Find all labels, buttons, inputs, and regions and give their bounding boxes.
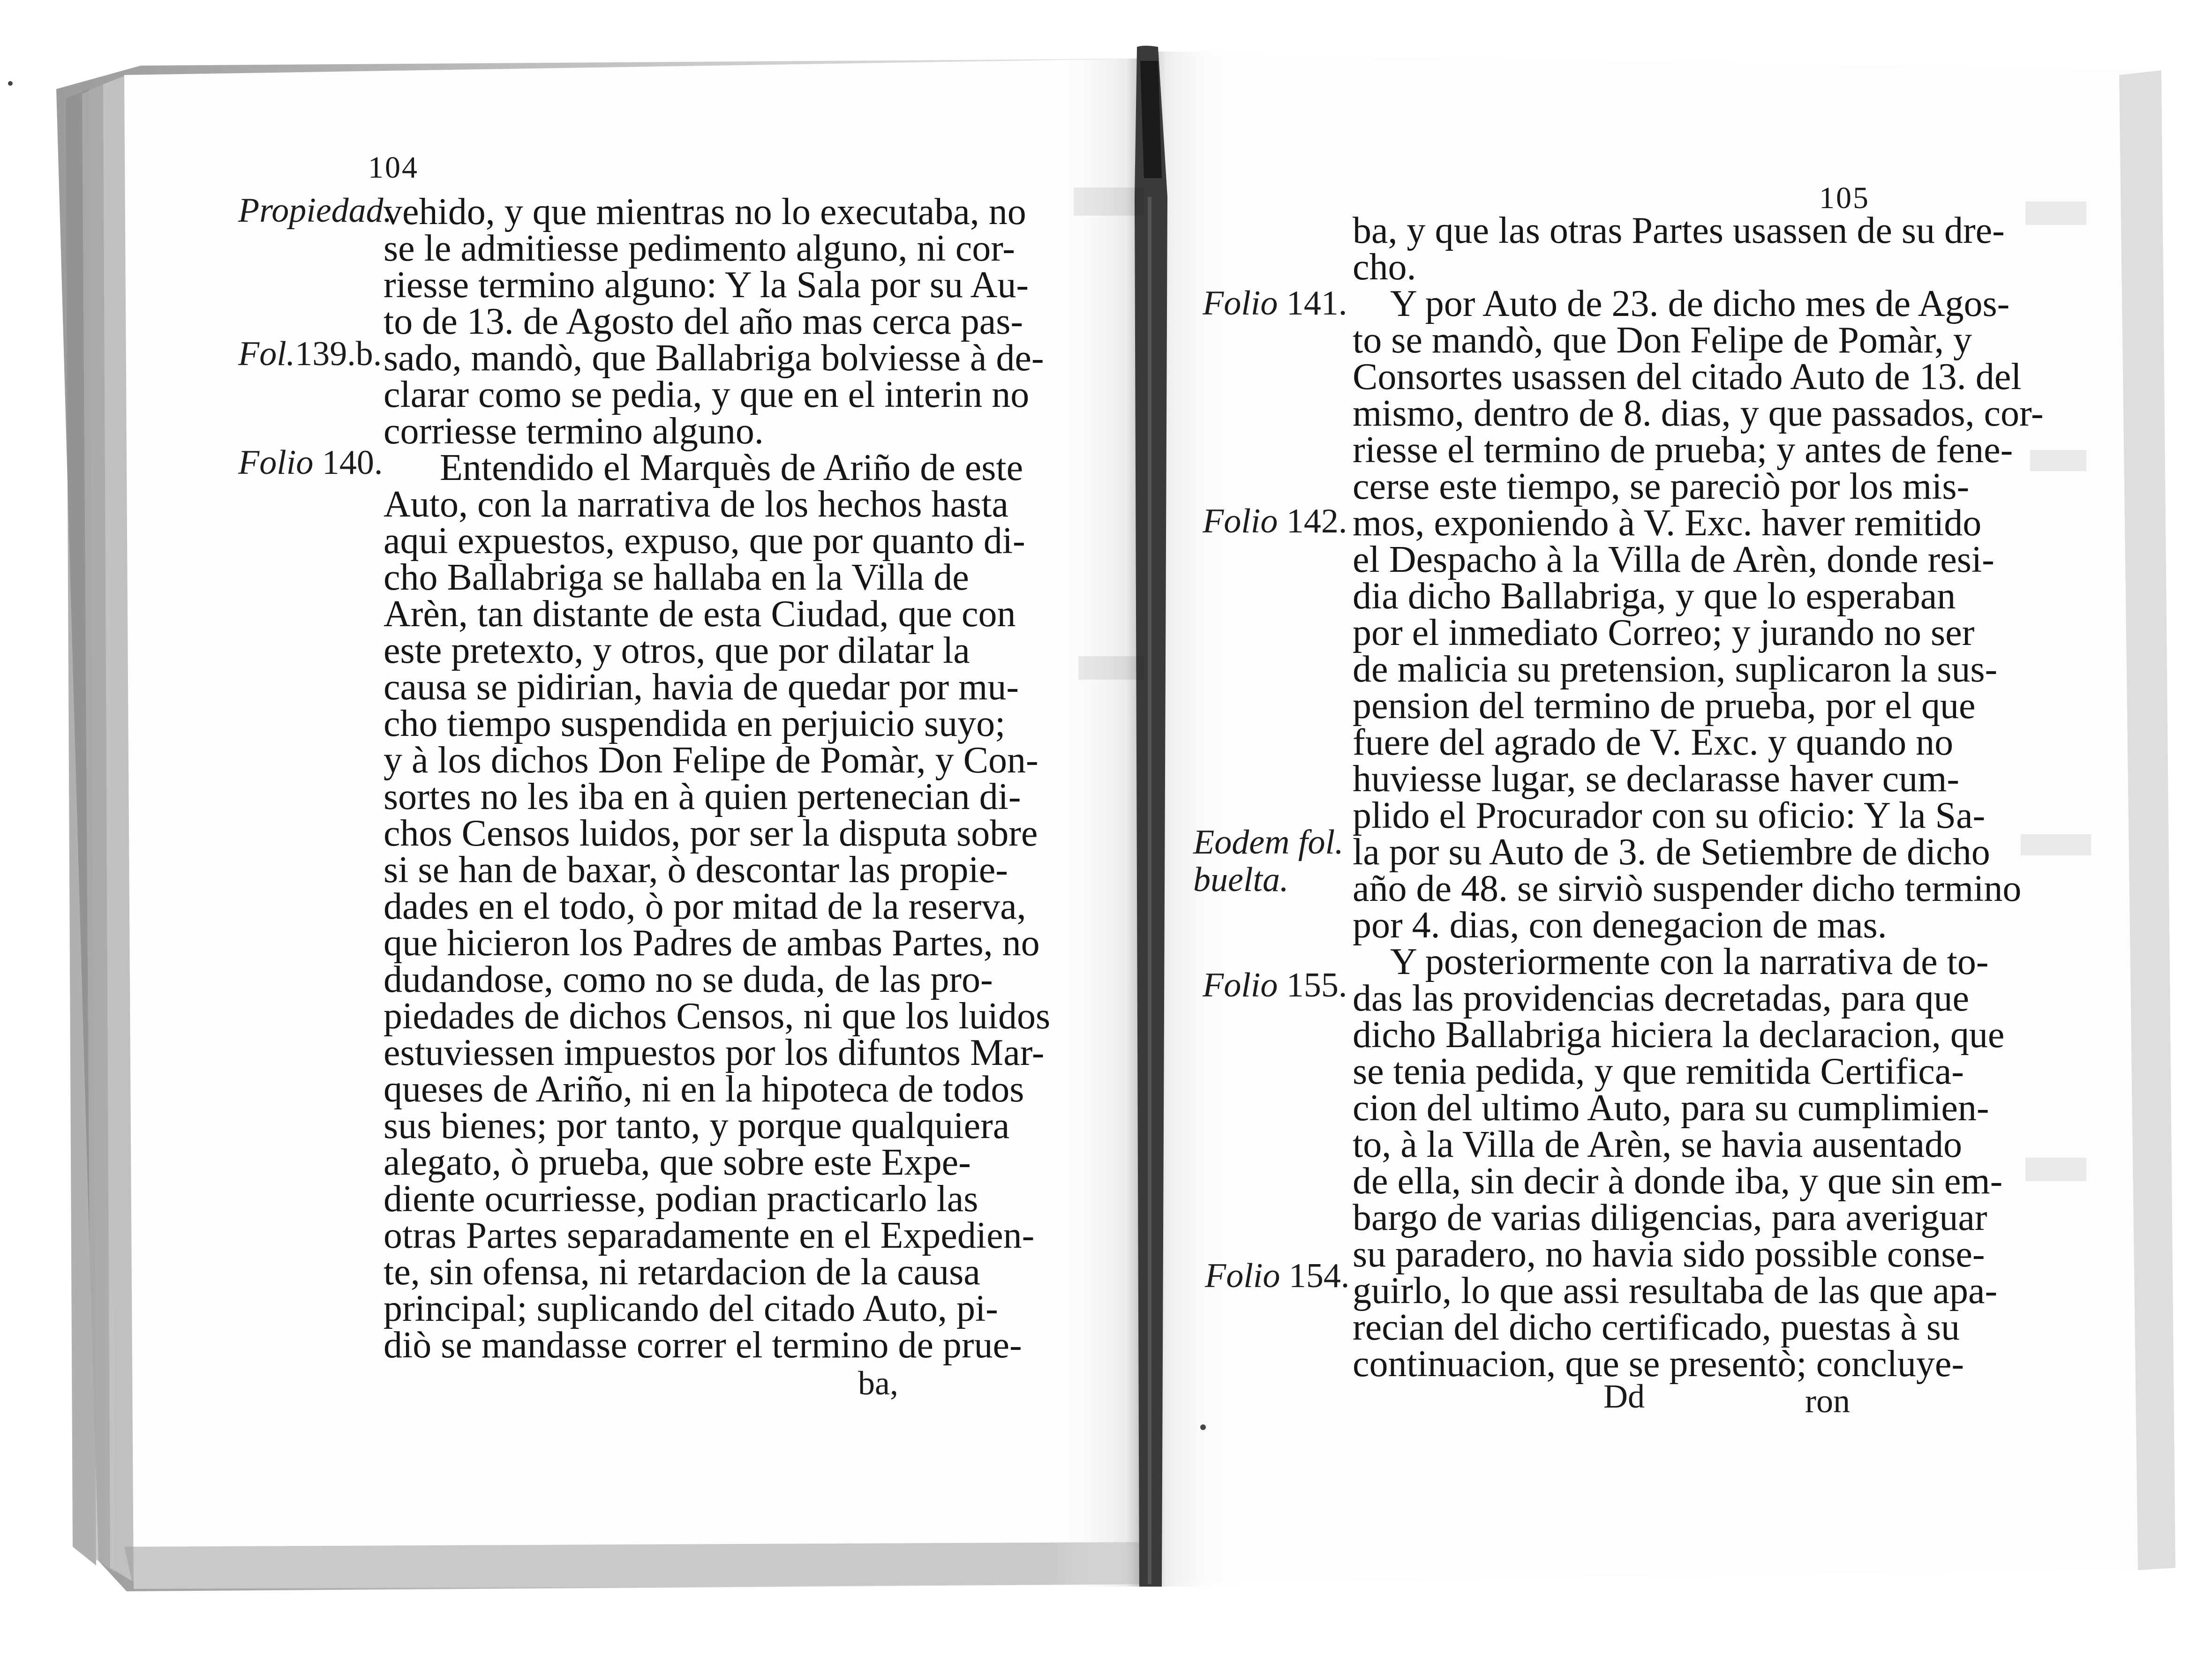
text-line: sado, mandò, que Ballabriga bolviesse à de- (384, 337, 1044, 379)
margin-note-fol-139b (238, 337, 382, 371)
text-line: que hicieron los Padres de ambas Partes, no (384, 922, 1040, 964)
margin-note-label: Folio (1205, 1257, 1280, 1295)
text-line: queses de Ariño, ni en la hipoteca de todos (384, 1069, 1024, 1110)
margin-note-eodem-fol: Eodem fol. (1193, 823, 1344, 861)
text-line: chos Censos luidos, por ser la disputa sobre (384, 813, 1038, 854)
text-line: cho tiempo suspendida en perjuicio suyo; (384, 703, 1006, 744)
catchword: ba, (858, 1364, 898, 1402)
text-line: cho. (1353, 247, 1416, 288)
text-line: se tenia pedida, y que remitida Certifica- (1353, 1051, 1964, 1092)
text-line: das las providencias decretadas, para que (1353, 978, 1969, 1019)
text-line: por 4. dias, con denegacion de mas. (1353, 905, 1887, 946)
text-line: huviesse lugar, se declarasse haver cum- (1353, 758, 1960, 800)
text-line: Y posteriormente con la narrativa de to- (1390, 941, 1989, 982)
text-line: pension del termino de prueba, por el que (1353, 685, 1976, 727)
margin-note-buelta: buelta. (1193, 861, 1289, 899)
text-line: cion del ultimo Auto, para su cumplimien- (1353, 1087, 1989, 1129)
text-line: bargo de varias diligencias, para averiguar (1353, 1197, 1987, 1238)
text-line: se le admitiesse pedimento alguno, ni cor- (384, 228, 1015, 269)
text-line: plido el Procurador con su oficio: Y la Sa- (1353, 795, 1986, 836)
text-line: el Despacho à la Villa de Arèn, donde resi- (1353, 539, 1994, 580)
text-line: aqui expuestos, expuso, que por quanto di- (384, 520, 1025, 562)
margin-note-label: Folio (1203, 284, 1278, 322)
text-line: dudandose, como no se duda, de las pro- (384, 959, 993, 1000)
text-line: de ella, sin decir à donde iba, y que sin em- (1353, 1161, 2003, 1202)
margin-note-number: 142. (1286, 502, 1347, 540)
text-line: te, sin ofensa, ni retardacion de la causa (384, 1251, 980, 1293)
text-line: y à los dichos Don Felipe de Pomàr, y Con- (384, 740, 1038, 781)
text-line: diò se mandasse correr el termino de prue- (384, 1325, 1022, 1366)
text-line: si se han de baxar, ò descontar las propie- (384, 849, 1008, 891)
text-line: sortes no les iba en à quien pertenecian di- (384, 776, 1021, 817)
margin-note-label: Folio (238, 443, 314, 482)
text-line: ba, y que las otras Partes usassen de su dre- (1353, 210, 2005, 251)
text-line: por el inmediato Correo; y jurando no ser (1353, 612, 1975, 653)
text-line: Entendido el Marquès de Ariño de este (440, 447, 1023, 488)
page-number: 105 (1819, 181, 1870, 215)
book-spine (1135, 46, 1167, 1587)
text-line: Auto, con la narrativa de los hechos hasta (384, 484, 1008, 525)
text-line: cho Ballabriga se hallaba en la Villa de (384, 557, 969, 598)
margin-note-folio-142 (1203, 504, 1347, 539)
text-line: de malicia su pretension, suplicaron la sus- (1353, 649, 1998, 690)
margin-note-number: 140. (322, 443, 383, 482)
text-line: Arèn, tan distante de esta Ciudad, que con (384, 593, 1016, 635)
text-line: sus bienes; por tanto, y porque qualquiera (384, 1105, 1010, 1146)
text-line: estuviessen impuestos por los difuntos Mar- (384, 1032, 1045, 1073)
text-line: to, à la Villa de Arèn, se havia ausentado (1353, 1124, 1962, 1165)
text-line: fuere del agrado de V. Exc. y quando no (1353, 722, 1954, 763)
text-line: Y por Auto de 23. de dicho mes de Agos- (1390, 283, 2010, 324)
margin-note-label: Fol. (238, 335, 295, 373)
signature-mark: Dd (1603, 1378, 1645, 1415)
text-line: la por su Auto de 3. de Setiembre de dicho (1353, 832, 1990, 873)
text-line: clarar como se pedia, y que en el interin no (384, 374, 1030, 415)
text-line: riesse termino alguno: Y la Sala por su Au- (384, 264, 1029, 306)
text-line: su paradero, no havia sido possible conse- (1353, 1234, 1985, 1275)
margin-note-number: 155. (1286, 966, 1347, 1004)
page-number: 104 (368, 150, 419, 185)
text-line: causa se pidirian, havia de quedar por mu- (384, 667, 1019, 708)
text-line: otras Partes separadamente en el Expedien- (384, 1215, 1035, 1256)
margin-note-folio-155 (1203, 968, 1347, 1003)
text-line: recian del dicho certificado, puestas à su (1353, 1307, 1960, 1348)
margin-note-folio-154 (1205, 1258, 1349, 1293)
text-line: piedades de dichos Censos, ni que los luidos (384, 996, 1051, 1037)
text-line: principal; suplicando del citado Auto, pi- (384, 1288, 998, 1329)
text-line: alegato, ò prueba, que sobre este Expe- (384, 1142, 971, 1183)
text-line: to de 13. de Agosto del año mas cerca pas- (384, 301, 1023, 342)
text-line: dades en el todo, ò por mitad de la reserva, (384, 886, 1026, 927)
margin-note-label: Propiedad. (238, 191, 392, 230)
text-line: Consortes usassen del citado Auto de 13. del (1353, 356, 2022, 397)
text-line: continuacion, que se presentò; concluye- (1353, 1343, 1964, 1385)
margin-note-number: 139.b. (295, 335, 382, 373)
text-line: mos, exponiendo à V. Exc. haver remitido (1353, 502, 1982, 544)
text-line: diente ocurriesse, podian practicarlo las (384, 1178, 978, 1220)
text-line: guirlo, lo que assi resultaba de las que apa- (1353, 1270, 1998, 1311)
left-page-text-block (384, 191, 1051, 1412)
margin-note-label: Folio (1203, 966, 1278, 1004)
text-line: vehido, y que mientras no lo executaba, no (384, 191, 1026, 232)
text-line: este pretexto, y otros, que por dilatar la (384, 630, 970, 671)
text-line: mismo, dentro de 8. dias, y que passados, cor- (1353, 393, 2044, 434)
margin-note-number: 141. (1286, 284, 1347, 322)
right-page-text-block (1353, 210, 2044, 1431)
margin-note-folio-140 (238, 445, 383, 480)
margin-note-number: 154. (1288, 1257, 1350, 1295)
catchword: ron (1805, 1382, 1850, 1420)
text-line: dia dicho Ballabriga, y que lo esperaban (1353, 576, 1956, 617)
text-line: riesse el termino de prueba; y antes de fene- (1353, 429, 2013, 471)
margin-note-folio-141 (1203, 286, 1347, 321)
text-line: corriesse termino alguno. (384, 411, 764, 452)
text-line: dicho Ballabriga hiciera la declaracion, que (1353, 1014, 2005, 1056)
margin-note-propiedad (238, 193, 392, 228)
margin-note-label: Folio (1203, 502, 1278, 540)
text-line: año de 48. se sirviò suspender dicho termino (1353, 868, 2022, 909)
text-line: to se mandò, que Don Felipe de Pomàr, y (1353, 320, 1972, 361)
text-line: cerse este tiempo, se pareciò por los mis- (1353, 466, 1970, 507)
